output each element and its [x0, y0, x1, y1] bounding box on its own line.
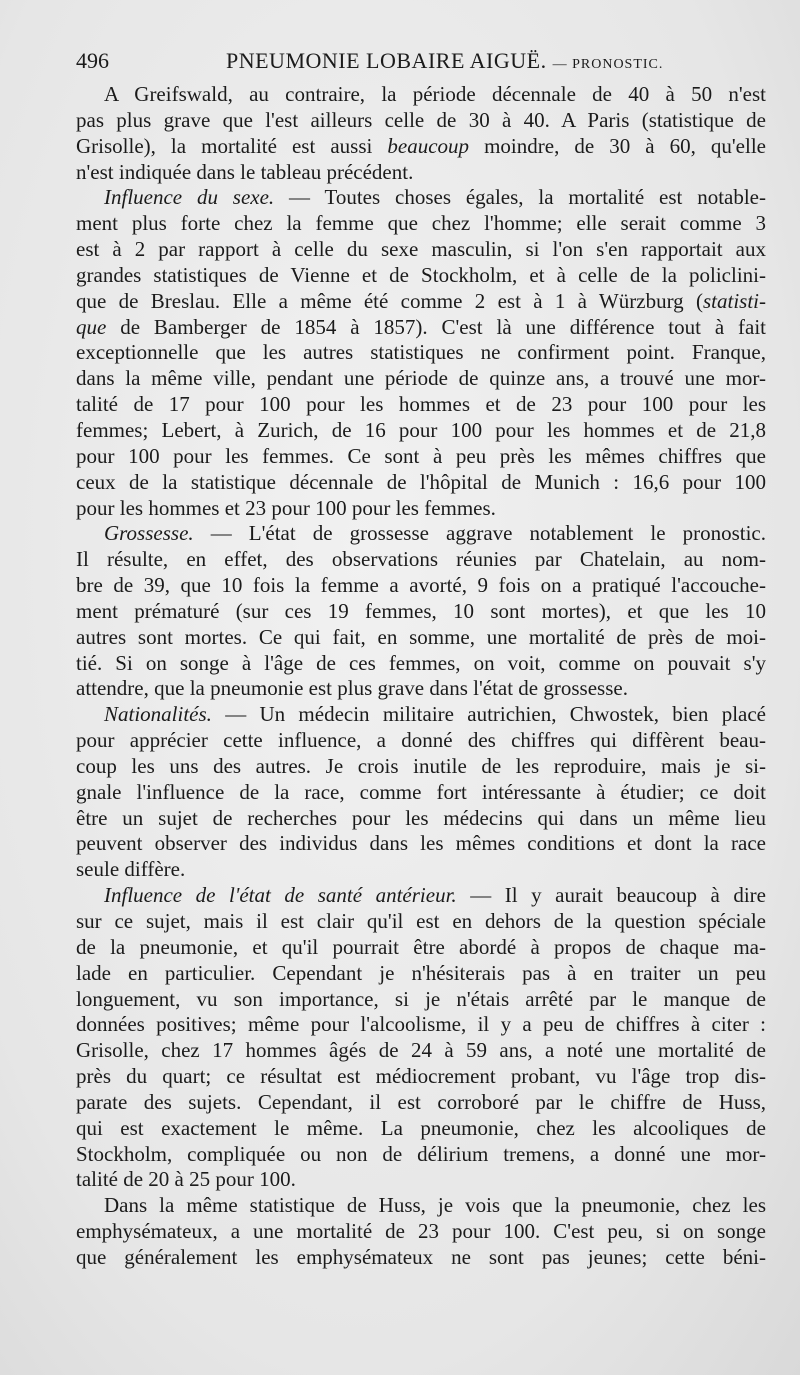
emphasis: beaucoup: [387, 133, 470, 158]
page-number: 496: [76, 48, 109, 73]
text-line: attendre, que la pneumonie est plus grave dans l'état de grossesse.: [76, 676, 628, 701]
text-line: que de Breslau. Elle a même été comme 2 est à 1 à Würzburg (statisti-: [76, 288, 766, 313]
text-line: ment plus forte chez la femme que chez l'homme; elle serait comme 3: [76, 211, 766, 236]
text-line: bre de 39, que 10 fois la femme a avorté, 9 fois on a pratiqué l'accouche-: [76, 573, 766, 598]
text-line: pour apprécier cette influence, a donné des chiffres qui diffèrent beau-: [76, 728, 766, 753]
text-line: autres sont mortes. Ce qui fait, en somme, une mortalité de près de moi-: [76, 624, 766, 649]
text-line: parate des sujets. Cependant, il est corroboré par le chiffre de Huss,: [76, 1089, 766, 1114]
text-line: données positives; même pour l'alcoolisme, il y a peu de chiffres à citer :: [76, 1012, 766, 1037]
section-grossesse: Grossesse. — L'état de grossesse aggrave notablement le pronostic.: [104, 521, 766, 546]
emphasis: que: [76, 314, 107, 339]
text-line: peuvent observer des individus dans les mêmes conditions et dont la race: [76, 831, 766, 856]
text-line: Grisolle), la mortalité est aussi beaucoup moindre, de 30 à 60, qu'elle: [76, 133, 766, 158]
text-line: exceptionnelle que les autres statistiques ne confirment point. Franque,: [76, 340, 766, 365]
running-title: [226, 48, 663, 74]
section-heading: Influence de l'état de santé antérieur.: [104, 883, 457, 908]
text-line: Grisolle, chez 17 hommes âgés de 24 à 59 ans, a noté une mortalité de: [76, 1038, 766, 1063]
section-nationalites: Nationalités. — Un médecin militaire autrichien, Chwostek, bien placé: [104, 702, 766, 727]
section-heading: Influence du sexe.: [104, 185, 275, 210]
running-header: [76, 48, 766, 76]
text-line: de la pneumonie, et qu'il pourrait être abordé à propos de chaque ma-: [76, 934, 766, 959]
text-line: pour 100 pour les femmes. Ce sont à peu près les mêmes chiffres que: [76, 443, 766, 468]
text-line: lade en particulier. Cependant je n'hésiterais pas à en traiter un peu: [76, 960, 766, 985]
text-line: ment prématuré (sur ces 19 femmes, 10 sont mortes), et que les 10: [76, 598, 766, 623]
text-line: tié. Si on songe à l'âge de ces femmes, on voit, comme on pouvait s'y: [76, 650, 766, 675]
text-line: emphysémateux, a une mortalité de 23 pour 100. C'est peu, si on songe: [76, 1219, 766, 1244]
section-heading: Grossesse.: [104, 521, 194, 546]
text-line: talité de 17 pour 100 pour les hommes et de 23 pour 100 pour les: [76, 392, 766, 417]
text-line: Dans la même statistique de Huss, je vois que la pneumonie, chez les: [104, 1193, 766, 1218]
section-heading: Nationalités.: [104, 702, 212, 727]
text-line: que généralement les emphysémateux ne sont pas jeunes; cette béni-: [76, 1244, 766, 1269]
page-body: [76, 82, 766, 1271]
text-line: sur ce sujet, mais il est clair qu'il est en dehors de la question spéciale: [76, 909, 766, 933]
text-line: est à 2 par rapport à celle du sexe masculin, si l'on s'en rapportait aux: [76, 237, 766, 262]
text-line: seule diffère.: [76, 857, 186, 882]
text-line: Stockholm, compliquée ou non de délirium tremens, a donné une mor-: [76, 1141, 766, 1166]
text-line: grandes statistiques de Vienne et de Stockholm, et à celle de la policlini-: [76, 262, 766, 287]
section-etat-sante: Influence de l'état de santé antérieur. — Il y aurait beaucoup à dire: [104, 883, 766, 908]
text-line: longuement, vu son importance, si je n'étais arrêté par le manque de: [76, 986, 766, 1011]
text-line: près du quart; ce résultat est médiocrement probant, vu l'âge trop dis-: [76, 1064, 766, 1089]
section-influence-sexe: Influence du sexe. — Toutes choses égales, la mortalité est notable-: [104, 185, 766, 210]
text-line: dans la même ville, pendant une période de quinze ans, a trouvé une mor-: [76, 366, 766, 391]
text-line: que de Bamberger de 1854 à 1857). C'est là une différence tout à fait: [76, 314, 766, 339]
text-line: gnale l'influence de la race, comme fort intéressante à étudier; ce doit: [76, 779, 766, 804]
text-line: femmes; Lebert, à Zurich, de 16 pour 100 pour les hommes et de 21,8: [76, 417, 766, 442]
text-line: coup les uns des autres. Je crois inutile de les reproduire, mais je si-: [76, 753, 766, 778]
text-line: A Greifswald, au contraire, la période décennale de 40 à 50 n'est: [104, 82, 766, 106]
text-line: talité de 20 à 25 pour 100.: [76, 1167, 296, 1192]
text-line: être un sujet de recherches pour les médecins qui dans un même lieu: [76, 805, 766, 830]
text-line: pas plus grave que l'est ailleurs celle de 30 à 40. A Paris (statistique de: [76, 107, 766, 132]
running-title-main: PNEUMONIE LOBAIRE AIGUË.: [226, 48, 547, 73]
running-title-sub: — PRONOSTIC.: [552, 57, 664, 72]
text-line: qui est exactement le même. La pneumonie, chez les alcooliques de: [76, 1115, 766, 1140]
text-line: ceux de la statistique décennale de l'hôpital de Munich : 16,6 pour 100: [76, 469, 766, 494]
text-line: n'est indiquée dans le tableau précédent.: [76, 159, 414, 184]
text-line: pour les hommes et 23 pour 100 pour les femmes.: [76, 495, 496, 520]
emphasis: statisti-: [702, 288, 766, 313]
text-line: Il résulte, en effet, des observations réunies par Chatelain, au nom-: [76, 547, 766, 572]
